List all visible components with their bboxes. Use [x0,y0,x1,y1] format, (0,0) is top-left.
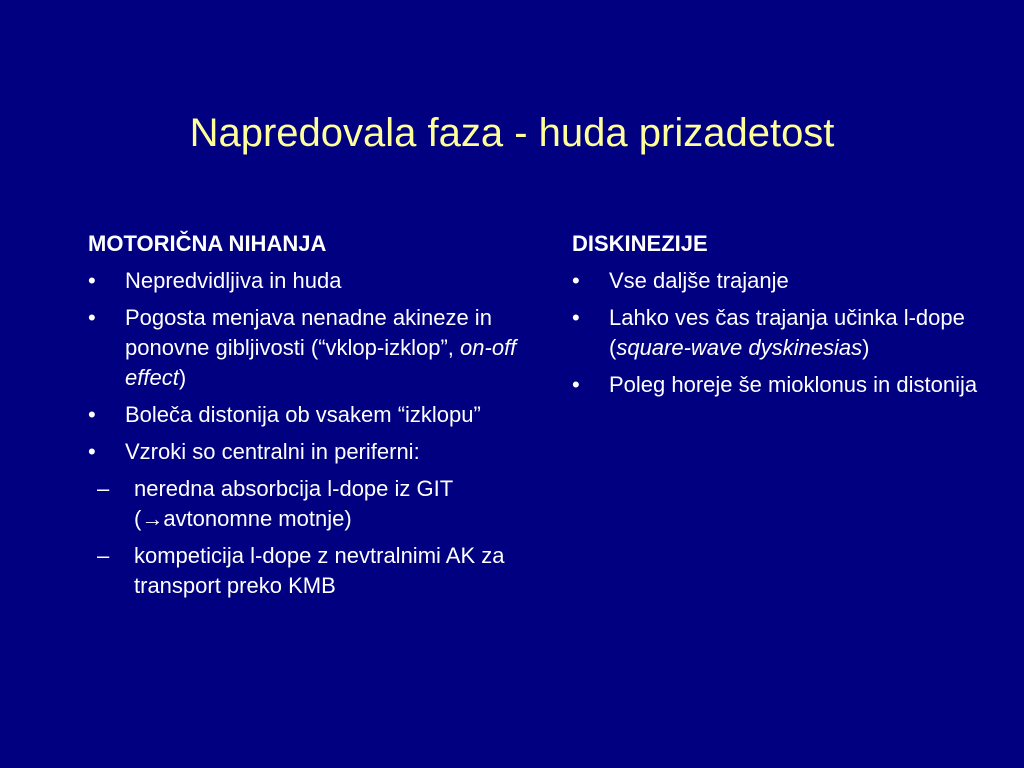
list-item-italic: square-wave dyskinesias [616,335,863,360]
list-item [572,266,992,296]
list-item [88,266,538,296]
bullet-icon: • [88,305,96,330]
bullet-icon: • [572,268,580,293]
list-item-text: Nepredvidljiva in huda [125,268,342,293]
left-bullet-list [88,266,538,601]
list-item-text: Pogosta menjava nenadne akineze in ponovne gibljivosti (“vklop-izklop”, [125,305,492,360]
list-item-text: Vzroki so centralni in periferni: [125,439,420,464]
dash-icon: – [97,476,110,501]
sub-list-item [97,474,538,534]
dash-icon: – [97,543,110,568]
list-item [88,400,538,430]
right-column [572,229,992,407]
right-bullet-list [572,266,992,400]
list-item [88,303,538,393]
right-heading: DISKINEZIJE [572,231,708,256]
sub-list-item-text: neredna absorbcija l-dope iz GIT (→avtonomne motnje) [134,476,453,531]
list-item-text-end: ) [862,335,870,360]
slide-title: Napredovala faza - huda prizadetost [189,111,835,155]
left-column [88,229,538,608]
list-item-text: Lahko ves čas trajanja učinka l-dope ( [609,305,965,360]
list-item-text: Boleča distonija ob vsakem “izklopu” [125,402,481,427]
sub-list-item [97,541,538,601]
list-item [88,437,538,601]
list-item-italic: on-off effect [125,335,517,390]
list-item-text-end: ) [178,365,187,390]
list-item [572,370,992,400]
bullet-icon: • [88,402,96,427]
sub-bullet-list [88,474,538,601]
bullet-icon: • [572,372,580,397]
sub-list-item-text: kompeticija l-dope z nevtralnimi AK za transport preko KMB [134,543,505,598]
list-item-text: Vse daljše trajanje [609,268,789,293]
list-item-text: Poleg horeje še mioklonus in distonija [609,372,978,397]
left-heading: MOTORIČNA NIHANJA [88,231,327,256]
bullet-icon: • [88,439,96,464]
bullet-icon: • [88,268,96,293]
bullet-icon: • [572,305,580,330]
list-item [572,303,992,363]
